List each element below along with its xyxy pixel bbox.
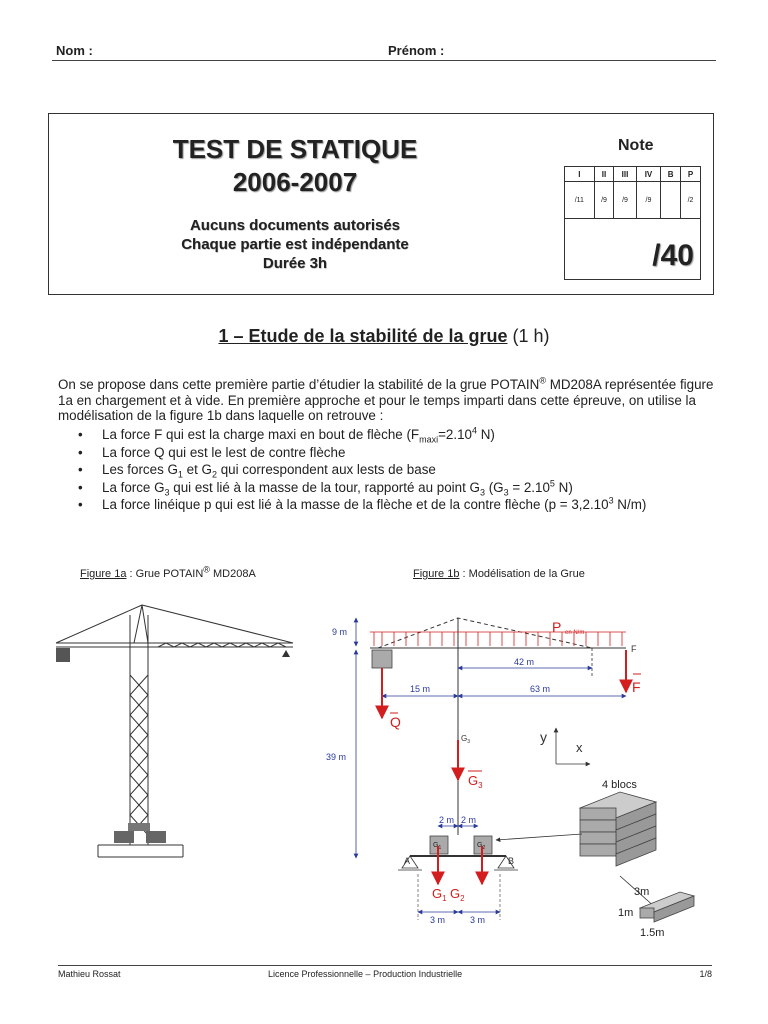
total-score: /40 [652, 239, 694, 272]
dim-3m-left: 3 m [430, 915, 446, 925]
grid-score: /9 [636, 182, 661, 219]
g2-force-label [450, 886, 465, 903]
dim-15m: 15 m [410, 684, 431, 694]
nom-label: Nom : [56, 43, 93, 58]
bullet-text: La force Q qui est le lest de contre flèche [102, 444, 346, 460]
crane-figure [48, 595, 298, 875]
block-3m-label: 3m [634, 886, 650, 898]
list-item [78, 496, 718, 514]
g3-force-label [468, 773, 483, 790]
caption-text: : Grue POTAIN [126, 568, 204, 580]
intro-text-2: MD208A représentée figure 1a en chargement et à vide. En première approche et pour le temps imparti dans cette épreuve, on utilise la modélisation de la figure 1b dans laquelle on retrouve : [58, 377, 714, 423]
label-text: G [450, 886, 461, 901]
section-title [0, 326, 768, 347]
subscript: 1 [438, 845, 442, 851]
support-b-label: B [508, 856, 515, 866]
subscript: 2 [460, 894, 465, 903]
subscript: 3 [479, 487, 485, 498]
score-grid [564, 166, 701, 280]
grid-header: II [594, 167, 614, 182]
dim-63m: 63 m [530, 684, 551, 694]
g3-point-label [461, 734, 470, 745]
bullet-text: et G [182, 462, 212, 477]
bullet-text: (G [484, 479, 504, 495]
subscript: 3 [467, 739, 471, 745]
figure-1b-ref: Figure 1b [413, 568, 460, 580]
list-item [78, 479, 718, 497]
test-year: 2006-2007 [232, 167, 358, 197]
rule-independent: Chaque partie est indépendante [181, 236, 409, 253]
list-item [78, 444, 718, 462]
grid-header: I [565, 167, 595, 182]
grid-header: P [680, 167, 700, 182]
caption-text: MD208A [209, 568, 256, 580]
test-duration: Durée 3h [262, 255, 328, 272]
bullet-text: Les forces G [102, 462, 178, 477]
blocs-label: 4 blocs [602, 779, 637, 791]
subscript: 1 [442, 894, 447, 903]
intro-text-1: On se propose dans cette première partie d’étudier la stabilité de la grue POTAIN [58, 377, 540, 392]
bullet-text: N) [554, 479, 573, 495]
registered-mark: ® [203, 564, 210, 575]
footer-author: Mathieu Rossat [58, 969, 121, 979]
figure-1b-caption [413, 568, 585, 580]
subscript: 3 [478, 781, 483, 790]
footer-course: Licence Professionnelle – Production Industrielle [268, 969, 463, 979]
dim-2m-right: 2 m [461, 815, 477, 825]
note-label: Note [618, 137, 654, 154]
superscript: 3 [608, 495, 614, 506]
force-list [78, 426, 718, 514]
block-15m-label: 1.5m [640, 927, 665, 939]
bullet-text: N/m) [613, 497, 647, 512]
total-cell [565, 219, 701, 280]
bullet-text: =2.10 [438, 427, 472, 442]
bullet-text: qui correspondent aux lests de base [216, 462, 436, 477]
grid-score: /2 [680, 182, 700, 219]
bullet-text: La force F qui est la charge maxi en bout de flèche (F [102, 427, 420, 442]
subscript: maxi [419, 434, 439, 445]
support-a-label: A [404, 856, 411, 866]
p-label: P [552, 619, 562, 635]
list-item [78, 426, 718, 444]
superscript: 5 [549, 478, 555, 489]
dim-42m: 42 m [514, 657, 535, 667]
student-header [52, 42, 716, 61]
page-footer [58, 965, 712, 979]
caption-text: : Modélisation de la Grue [459, 568, 585, 580]
dim-39m: 39 m [326, 752, 347, 762]
subscript: 3 [503, 487, 509, 498]
y-axis-label: y [540, 729, 547, 745]
title-box [48, 113, 714, 295]
grid-header: B [661, 167, 681, 182]
label-text: G [433, 842, 439, 849]
figure-1a-ref: Figure 1a [80, 568, 127, 580]
label-text: G [432, 886, 443, 901]
section-title-text: 1 – Etude de la stabilité de la grue [218, 326, 508, 346]
dim-2m-left: 2 m [439, 815, 455, 825]
test-title: TEST DE STATIQUE [172, 134, 418, 164]
registered-mark: ® [539, 375, 546, 386]
subscript: 2 [211, 469, 217, 480]
grid-score: /11 [565, 182, 595, 219]
label-text: G [468, 773, 479, 788]
intro-paragraph [58, 377, 718, 424]
q-force-label: Q [390, 714, 401, 730]
label-text: G [477, 842, 483, 849]
list-item [78, 461, 718, 479]
crane-model-diagram [310, 590, 750, 960]
footer-page: 1/8 [699, 969, 712, 979]
bullet-text: = 2.10 [508, 479, 550, 495]
grid-header: III [614, 167, 636, 182]
subscript: 3 [164, 487, 170, 498]
subscript: 2 [482, 845, 486, 851]
grid-score [661, 182, 681, 219]
dim-9m: 9 m [332, 627, 348, 637]
bullet-text: La force linéique p qui est lié à la masse de la flèche et de la contre flèche (p = 3,2.10 [102, 497, 609, 512]
f-point-label: F [631, 644, 637, 654]
bullet-text: qui est lié à la masse de la tour, rapporté au point G [169, 479, 480, 495]
grid-score: /9 [614, 182, 636, 219]
dim-3m-right: 3 m [470, 915, 486, 925]
f-force-label: F [632, 679, 641, 695]
grid-header: IV [636, 167, 661, 182]
section-duration: (1 h) [507, 326, 550, 346]
rule-documents: Aucuns documents autorisés [189, 217, 401, 234]
subscript: 1 [177, 469, 183, 480]
bullet-text: N) [477, 427, 495, 442]
grid-score: /9 [594, 182, 614, 219]
p-unit: en N/m [565, 630, 585, 636]
figure-1a-caption [80, 564, 256, 580]
superscript: 4 [472, 425, 478, 436]
x-axis-label: x [576, 740, 583, 755]
block-1m-label: 1m [618, 907, 634, 919]
g1-force-label [432, 886, 447, 903]
prenom-label: Prénom : [388, 43, 445, 58]
bullet-text: La force G [102, 479, 165, 495]
label-text: G [461, 734, 468, 743]
